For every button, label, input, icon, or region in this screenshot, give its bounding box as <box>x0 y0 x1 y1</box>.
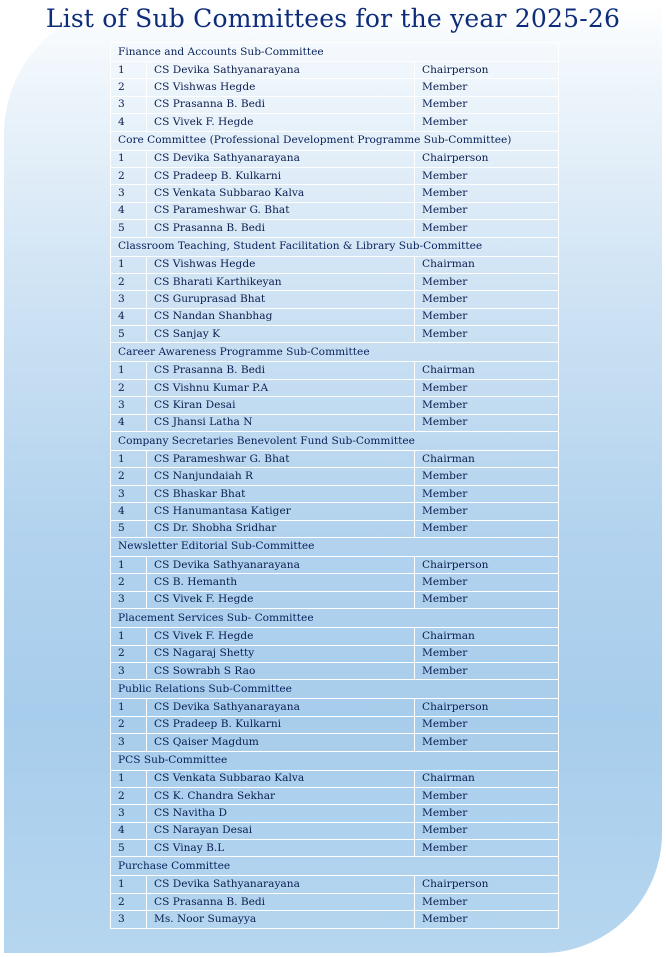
committee-heading-row <box>111 680 559 699</box>
member-number: 3 <box>111 591 147 608</box>
member-row <box>111 840 559 857</box>
member-number: 3 <box>111 96 147 113</box>
member-number: 5 <box>111 840 147 857</box>
member-role: Member <box>415 291 559 308</box>
member-number: 2 <box>111 379 147 396</box>
committee-heading-row <box>111 43 559 62</box>
member-name: CS Vishwas Hegde <box>147 79 415 96</box>
member-role: Member <box>415 167 559 184</box>
member-role: Chairman <box>415 362 559 379</box>
member-role: Member <box>415 574 559 591</box>
member-number: 4 <box>111 114 147 131</box>
member-role: Member <box>415 79 559 96</box>
committee-name: Finance and Accounts Sub-Committee <box>111 43 559 62</box>
member-role: Chairperson <box>415 556 559 573</box>
member-number: 5 <box>111 326 147 343</box>
member-row <box>111 256 559 273</box>
member-role: Chairman <box>415 628 559 645</box>
member-row <box>111 645 559 662</box>
member-number: 2 <box>111 79 147 96</box>
page-title: List of Sub Committees for the year 2025-26 <box>45 4 621 33</box>
member-row <box>111 556 559 573</box>
member-name: CS Navitha D <box>147 805 415 822</box>
committee-name: Classroom Teaching, Student Facilitation & Library Sub-Committee <box>111 237 559 256</box>
member-name: CS Qaiser Magdum <box>147 734 415 751</box>
member-name: CS Nagaraj Shetty <box>147 645 415 662</box>
member-name: CS Vivek F. Hegde <box>147 628 415 645</box>
member-row <box>111 150 559 167</box>
member-number: 1 <box>111 362 147 379</box>
member-number: 3 <box>111 291 147 308</box>
member-name: CS Venkata Subbarao Kalva <box>147 770 415 787</box>
member-row <box>111 876 559 893</box>
member-number: 1 <box>111 699 147 716</box>
member-number: 2 <box>111 645 147 662</box>
committee-name: Placement Services Sub- Committee <box>111 609 559 628</box>
member-role: Member <box>415 468 559 485</box>
member-name: CS Kiran Desai <box>147 397 415 414</box>
member-role: Chairperson <box>415 150 559 167</box>
member-role: Member <box>415 326 559 343</box>
member-role: Member <box>415 911 559 928</box>
member-role: Member <box>415 840 559 857</box>
member-row <box>111 770 559 787</box>
member-role: Chairperson <box>415 62 559 79</box>
member-row <box>111 911 559 928</box>
member-row <box>111 451 559 468</box>
member-name: CS Jhansi Latha N <box>147 414 415 431</box>
member-name: CS Vishnu Kumar P.A <box>147 379 415 396</box>
member-number: 4 <box>111 822 147 839</box>
committee-heading-row <box>111 609 559 628</box>
member-name: CS Sowrabh S Rao <box>147 662 415 679</box>
member-number: 1 <box>111 451 147 468</box>
member-name: CS Vinay B.L <box>147 840 415 857</box>
member-role: Chairperson <box>415 699 559 716</box>
member-role: Member <box>415 503 559 520</box>
member-number: 1 <box>111 876 147 893</box>
member-row <box>111 591 559 608</box>
member-row <box>111 202 559 219</box>
member-name: CS Vivek F. Hegde <box>147 591 415 608</box>
member-number: 1 <box>111 556 147 573</box>
member-row <box>111 96 559 113</box>
committee-heading-row <box>111 237 559 256</box>
committee-name: Newsletter Editorial Sub-Committee <box>111 537 559 556</box>
member-row <box>111 893 559 910</box>
committee-name: Public Relations Sub-Committee <box>111 680 559 699</box>
member-role: Member <box>415 114 559 131</box>
committee-heading-row <box>111 432 559 451</box>
member-number: 5 <box>111 520 147 537</box>
member-role: Member <box>415 716 559 733</box>
member-name: Ms. Noor Sumayya <box>147 911 415 928</box>
committee-name: Purchase Committee <box>111 857 559 876</box>
member-row <box>111 520 559 537</box>
member-number: 3 <box>111 805 147 822</box>
member-role: Chairman <box>415 256 559 273</box>
member-name: CS Parameshwar G. Bhat <box>147 202 415 219</box>
member-row <box>111 414 559 431</box>
member-row <box>111 574 559 591</box>
member-row <box>111 362 559 379</box>
committee-heading-row <box>111 131 559 150</box>
member-number: 1 <box>111 628 147 645</box>
member-name: CS Prasanna B. Bedi <box>147 96 415 113</box>
member-row <box>111 662 559 679</box>
member-name: CS Devika Sathyanarayana <box>147 62 415 79</box>
member-role: Member <box>415 787 559 804</box>
member-role: Member <box>415 822 559 839</box>
member-name: CS Parameshwar G. Bhat <box>147 451 415 468</box>
committee-name: PCS Sub-Committee <box>111 751 559 770</box>
member-row <box>111 185 559 202</box>
member-role: Member <box>415 308 559 325</box>
member-name: CS Vivek F. Hegde <box>147 114 415 131</box>
member-row <box>111 503 559 520</box>
member-name: CS Devika Sathyanarayana <box>147 556 415 573</box>
member-row <box>111 734 559 751</box>
member-name: CS Prasanna B. Bedi <box>147 362 415 379</box>
committee-heading-row <box>111 751 559 770</box>
member-role: Member <box>415 520 559 537</box>
member-row <box>111 805 559 822</box>
member-name: CS Nanjundaiah R <box>147 468 415 485</box>
member-name: CS Devika Sathyanarayana <box>147 150 415 167</box>
committees-table-wrapper <box>110 42 558 929</box>
member-row <box>111 114 559 131</box>
member-name: CS Pradeep B. Kulkarni <box>147 167 415 184</box>
member-number: 3 <box>111 911 147 928</box>
member-role: Member <box>415 96 559 113</box>
member-role: Member <box>415 185 559 202</box>
member-name: CS Narayan Desai <box>147 822 415 839</box>
member-row <box>111 62 559 79</box>
member-row <box>111 167 559 184</box>
member-role: Member <box>415 893 559 910</box>
member-role: Member <box>415 397 559 414</box>
member-role: Chairman <box>415 451 559 468</box>
member-number: 3 <box>111 662 147 679</box>
committee-heading-row <box>111 537 559 556</box>
member-name: CS Hanumantasa Katiger <box>147 503 415 520</box>
member-number: 2 <box>111 273 147 290</box>
committees-table <box>110 42 559 929</box>
member-number: 5 <box>111 220 147 237</box>
committee-name: Career Awareness Programme Sub-Committee <box>111 343 559 362</box>
member-number: 2 <box>111 893 147 910</box>
member-role: Member <box>415 645 559 662</box>
member-name: CS Prasanna B. Bedi <box>147 220 415 237</box>
committee-heading-row <box>111 343 559 362</box>
member-number: 4 <box>111 308 147 325</box>
member-number: 2 <box>111 167 147 184</box>
member-number: 4 <box>111 503 147 520</box>
committee-name: Company Secretaries Benevolent Fund Sub-Committee <box>111 432 559 451</box>
member-role: Chairperson <box>415 876 559 893</box>
member-name: CS Nandan Shanbhag <box>147 308 415 325</box>
member-number: 3 <box>111 734 147 751</box>
member-name: CS Devika Sathyanarayana <box>147 876 415 893</box>
member-role: Chairman <box>415 770 559 787</box>
member-row <box>111 308 559 325</box>
member-number: 4 <box>111 202 147 219</box>
member-row <box>111 273 559 290</box>
member-role: Member <box>415 805 559 822</box>
member-role: Member <box>415 414 559 431</box>
member-number: 1 <box>111 150 147 167</box>
member-number: 1 <box>111 256 147 273</box>
member-number: 3 <box>111 397 147 414</box>
member-name: CS Pradeep B. Kulkarni <box>147 716 415 733</box>
member-name: CS Bharati Karthikeyan <box>147 273 415 290</box>
member-row <box>111 699 559 716</box>
member-number: 1 <box>111 770 147 787</box>
member-role: Member <box>415 734 559 751</box>
member-role: Member <box>415 662 559 679</box>
member-row <box>111 79 559 96</box>
member-name: CS Guruprasad Bhat <box>147 291 415 308</box>
member-number: 1 <box>111 62 147 79</box>
member-name: CS Vishwas Hegde <box>147 256 415 273</box>
member-number: 2 <box>111 716 147 733</box>
committees-table-body <box>111 43 559 929</box>
member-name: CS Bhaskar Bhat <box>147 485 415 502</box>
member-number: 3 <box>111 185 147 202</box>
member-role: Member <box>415 485 559 502</box>
committee-name: Core Committee (Professional Development Programme Sub-Committee) <box>111 131 559 150</box>
member-row <box>111 326 559 343</box>
member-row <box>111 379 559 396</box>
member-row <box>111 822 559 839</box>
member-name: CS Sanjay K <box>147 326 415 343</box>
member-row <box>111 628 559 645</box>
member-role: Member <box>415 220 559 237</box>
member-row <box>111 291 559 308</box>
member-number: 2 <box>111 574 147 591</box>
member-role: Member <box>415 591 559 608</box>
member-name: CS K. Chandra Sekhar <box>147 787 415 804</box>
member-row <box>111 716 559 733</box>
member-row <box>111 397 559 414</box>
member-row <box>111 468 559 485</box>
member-number: 3 <box>111 485 147 502</box>
member-name: CS Dr. Shobha Sridhar <box>147 520 415 537</box>
member-name: CS Prasanna B. Bedi <box>147 893 415 910</box>
member-role: Member <box>415 273 559 290</box>
member-number: 4 <box>111 414 147 431</box>
member-row <box>111 787 559 804</box>
member-number: 2 <box>111 468 147 485</box>
committee-heading-row <box>111 857 559 876</box>
member-name: CS Venkata Subbarao Kalva <box>147 185 415 202</box>
member-row <box>111 220 559 237</box>
member-role: Member <box>415 379 559 396</box>
member-row <box>111 485 559 502</box>
member-name: CS B. Hemanth <box>147 574 415 591</box>
member-number: 2 <box>111 787 147 804</box>
member-role: Member <box>415 202 559 219</box>
member-name: CS Devika Sathyanarayana <box>147 699 415 716</box>
